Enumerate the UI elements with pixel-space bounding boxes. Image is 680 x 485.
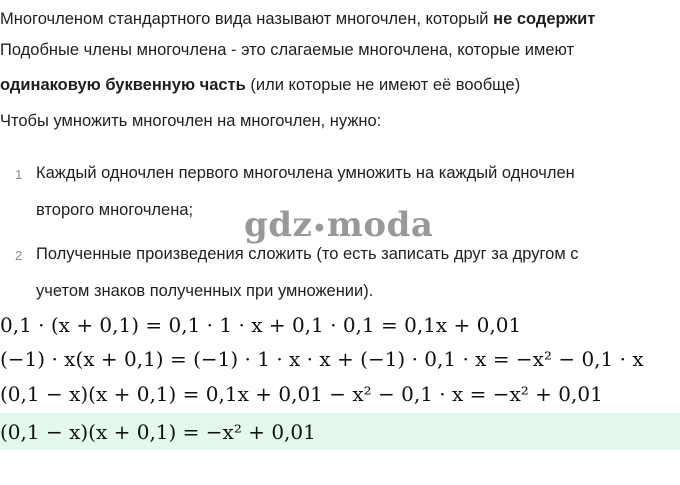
paragraph-text: (или которые не имеют её вообще)	[245, 76, 521, 94]
list-item-text: Полученные произведения сложить (то есть записать друг за другом с	[36, 245, 579, 263]
equation-1: 0,1 · (x + 0,1) = 0,1 · 1 · x + 0,1 · 0,1 = 0,1x + 0,01	[0, 313, 522, 337]
list-item-number: 1	[15, 167, 23, 182]
paragraph-bold-text: не содержит	[493, 10, 596, 28]
paragraph-similar-terms: Подобные члены многочлена - это слагаемые многочлена, которые имеют	[0, 41, 575, 59]
paragraph-text: Многочленом стандартного вида называют многочлен, который	[0, 10, 494, 28]
paragraph-multiply-rule: Чтобы умножить многочлен на многочлен, нужно:	[0, 112, 382, 130]
list-item-text: учетом знаков полученных при умножении).	[36, 282, 374, 300]
list-item-text: Каждый одночлен первого многочлена умножить на каждый одночлен	[36, 164, 575, 182]
paragraph-similar-terms-cont	[0, 75, 520, 95]
equation-2: (−1) · x(x + 0,1) = (−1) · 1 · x · x + (−1) · 0,1 · x = −x² − 0,1 · x	[0, 347, 644, 371]
list-item-number: 2	[15, 248, 23, 263]
paragraph-bold-text: одинаковую буквенную часть	[0, 76, 246, 94]
watermark-logo: gdz•moda	[244, 205, 434, 245]
list-item-text: второго многочлена;	[36, 201, 194, 219]
equation-answer: (0,1 − x)(x + 0,1) = −x² + 0,01	[0, 420, 316, 444]
equation-3: (0,1 − x)(x + 0,1) = 0,1x + 0,01 − x² − 0,1 · x = −x² + 0,01	[0, 382, 603, 406]
paragraph-standard-form	[0, 9, 595, 29]
